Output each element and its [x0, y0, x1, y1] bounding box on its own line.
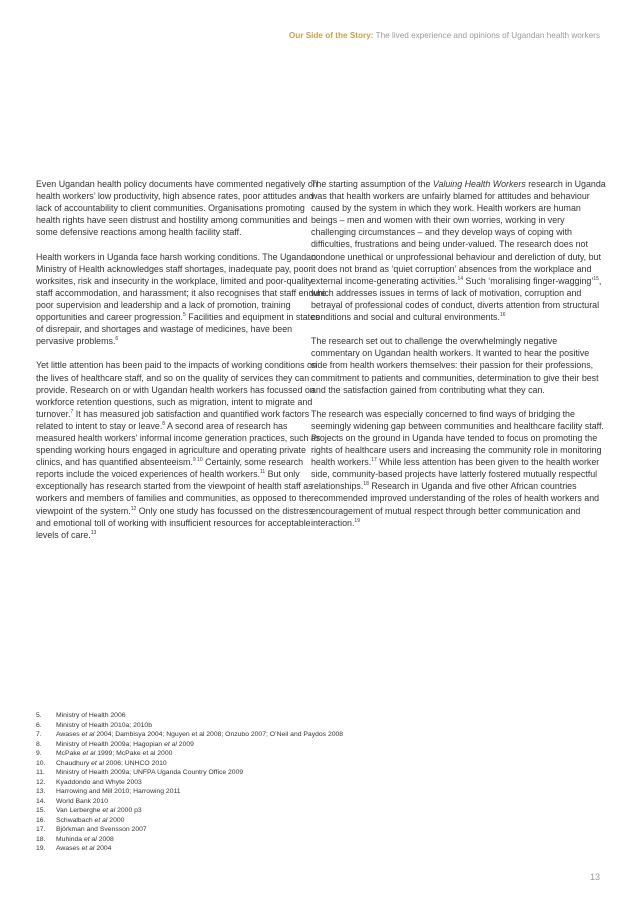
footnote-item [36, 749, 343, 759]
footnote-number: 10. [36, 759, 46, 767]
paragraph-text: Only one study has focussed on the distress and emotional toll of working with insufficient resources for acceptable levels of care. [36, 505, 313, 540]
paragraph-text: Such ‘moralising finger-wagging’ [463, 275, 594, 286]
footnote-number: 6. [36, 721, 42, 729]
footnote-text: Awases [56, 845, 82, 852]
footnote-text: Ministry of Health 2009a; Hagopian [56, 740, 165, 748]
paragraph-text: Even Ugandan health policy documents have commented negatively on health workers’ low productivity, high absence rates, poor attitudes and lack of accountability to client communities. Organisations promoting health rights have seen distrust and hostility among communities and some defensive reactions among health facility staff. [36, 179, 318, 238]
paragraph-text: The research was especially concerned to find ways of bridging the seemingly widening gap between communities and healthcare facility staff. Projects on the ground in Uganda have tended to focus on promoting the rights of healthcare users and increasing the community role in monitoring health workers. [311, 408, 604, 468]
footnote-number: 15. [36, 807, 46, 814]
footnote-item [36, 806, 343, 816]
paragraph-text: Certainly, some research reports include the voiced experiences of health workers. [36, 457, 304, 480]
footnote-number: 8. [36, 740, 42, 748]
footnote-number: 17. [36, 826, 46, 833]
paragraph-text: A second area of research has measured health workers’ informal income generation practices, such as spending working hours engaged in agriculture and operating private clinics, and has quantified absenteeism. [36, 420, 321, 468]
footnote-ref: 7 [70, 408, 74, 415]
footnote-number: 16. [36, 816, 46, 824]
paragraph [311, 178, 606, 323]
paragraph-text: It has measured job satisfaction and quantified work factors related to intent to stay or leave. [36, 408, 310, 431]
footnote-ref: 17 [371, 457, 377, 464]
footnote-number: 18. [36, 835, 46, 843]
paragraph [36, 251, 328, 348]
paragraph-text: While less attention has been given to the health worker side, community-based projects have latterly fostered mutually respectful relationships. [311, 457, 600, 492]
footnote-italic: et al [102, 807, 116, 814]
footnote-text: Muhinda [56, 835, 84, 843]
footnote-list [36, 711, 343, 854]
footnote-item [36, 711, 343, 721]
right-column [311, 178, 606, 541]
paragraph [311, 408, 606, 529]
footnote-text: 2006; UNHCO 2010 [104, 759, 167, 767]
paragraph-text: Research in Uganda and five other African countries recommended improved understanding of the roles of health workers and encouragement of mutual respect through better communication and interaction. [311, 481, 600, 528]
footnote-text: Ministry of Health 2009a; UNFPA Uganda Country Office 2009 [56, 769, 244, 776]
footnote-text: Schwalbach [56, 816, 95, 824]
footnote-text: McPake [56, 750, 83, 757]
footnote-item [36, 787, 343, 797]
footnote-ref: 13 [90, 529, 97, 536]
footnote-text: Van Lerberghe [56, 807, 103, 814]
footnote-number: 5. [36, 712, 42, 719]
footnote-text: Björkman and Svensson 2007 [56, 826, 147, 833]
left-column [36, 178, 328, 553]
footnote-ref: 14 [457, 275, 464, 282]
footnote-ref: 19 [354, 517, 360, 524]
footnote-number: 19. [36, 845, 46, 852]
footnote-italic: et al [81, 845, 95, 852]
footnote-ref: 9 10 [192, 457, 203, 464]
paragraph-text: But only exceptionally has research started from the viewpoint of health staff as workers and members of families and communities, as opposed to the viewpoint of the system. [36, 469, 313, 516]
footnote-ref: 15 [593, 275, 599, 282]
footnote-number: 12. [36, 778, 46, 786]
footnote-item [36, 778, 343, 788]
paragraph [36, 359, 328, 540]
footnote-number: 7. [36, 731, 42, 738]
footnote-text: Ministry of Health 2010a; 2010b [56, 721, 152, 729]
paragraph-text: Health workers in Uganda face harsh working conditions. The Ugandan Ministry of Health acknowledges staff shortages, inadequate pay, poor worksites, risk and insecurity in the workplace, limited and poor-quality staff accommodation, and harassment; it also recognises that staff endure poor supervision and leadership and a lack of promotion, training opportunities and career progression. [36, 251, 327, 323]
footnote-item [36, 844, 343, 854]
paragraph [36, 178, 328, 238]
footnote-ref: 18 [363, 481, 369, 488]
footnote-item [36, 797, 343, 807]
footnote-text: 2000 [107, 816, 125, 824]
footnote-italic: et al [81, 731, 95, 738]
footnote-number: 13. [36, 788, 46, 795]
running-header [289, 31, 600, 40]
footnote-italic: et al [82, 750, 96, 757]
page-number: 13 [589, 872, 600, 882]
footnote-text: Harrowing and Mill 2010; Harrowing 2011 [56, 788, 181, 795]
project-name: Valuing Health Workers [432, 179, 526, 189]
header-title-bold: Our Side of the Story: [288, 31, 374, 40]
footnote-ref: 5 [183, 312, 186, 319]
footnote-italic: et al [83, 835, 97, 843]
paragraph [311, 335, 606, 395]
footnote-item [36, 816, 343, 826]
footnote-item [36, 768, 343, 778]
paragraph-text: The starting assumption of the [311, 179, 433, 189]
footnote-text: 2004 [94, 845, 112, 852]
paragraph-text: , which addresses issues in terms of lack of motivation, corruption and betrayal of professional codes of conduct, diverts attention from structural conditions and social and cultural environments. [311, 275, 602, 323]
footnote-italic: et al [91, 759, 104, 767]
paragraph-text: Facilities and equipment in states of disrepair, and shortages and wastage of medicines, have been pervasive problems. [36, 312, 320, 347]
footnote-text: 2009 [176, 740, 194, 748]
footnote-text: 2004; Dambisya 2004; Nguyen et al 2008; Onzubo 2007; O’Neil and Paydos 2008 [94, 731, 344, 738]
paragraph-text: research in Uganda was that health workers are unfairly blamed for attitudes and behaviour caused by the system in which they work. Health workers are human beings – men and women with their own worries, working in very challenging circumstances – and they develop ways of coping with difficulties, frustrations and being under-valued. The research does not condone unethical or unprofessional behaviour and dereliction of duty, but it does not brand as ‘quiet corruption’ absences from the workplace and external income-generating activities. [311, 179, 606, 286]
footnote-item [36, 825, 343, 835]
footnote-text: 1999; McPake et al 2000 [95, 750, 173, 757]
footnote-italic: et al [94, 816, 108, 824]
footnote-item [36, 721, 343, 731]
header-title-rest: The lived experience and opinions of Ugandan health workers [373, 31, 600, 40]
footnote-text: Awases [56, 731, 82, 738]
footnote-item [36, 740, 343, 750]
paragraph-text: The research set out to challenge the overwhelmingly negative commentary on Ugandan health workers. It wanted to hear the positive side from health workers themselves: their passion for their professions, commitment to patients and communities, determination to give their best and the satisfaction gained from contributing what they can. [311, 336, 599, 395]
footnote-item [36, 730, 343, 740]
footnote-ref: 11 [259, 469, 266, 476]
footnote-text: 2008 [96, 835, 114, 843]
paragraph-text: Yet little attention has been paid to the impacts of working conditions on the lives of healthcare staff, and so on the quality of services they can provide. Research on or with Ugandan health workers has focussed on workforce retention questions, such as migration, intent to migrate and turnover. [36, 360, 317, 419]
footnote-number: 9. [36, 750, 42, 757]
footnote-text: Chaudhury [56, 759, 92, 767]
footnote-text: World Bank 2010 [56, 797, 109, 805]
footnote-text: Ministry of Health 2006 [56, 712, 126, 719]
footnote-ref: 16 [499, 312, 506, 319]
footnote-text: 2000 p3 [115, 807, 142, 814]
footnote-ref: 8 [162, 420, 166, 427]
footnote-ref: 6 [115, 336, 119, 343]
footnote-number: 11. [36, 769, 45, 776]
footnote-item [36, 759, 343, 769]
footnote-number: 14. [36, 797, 46, 805]
footnote-item [36, 835, 343, 845]
footnote-ref: 12 [130, 505, 137, 512]
footnote-italic: et al [164, 740, 177, 748]
footnote-text: Kyaddondo and Whyte 2003 [56, 778, 142, 786]
